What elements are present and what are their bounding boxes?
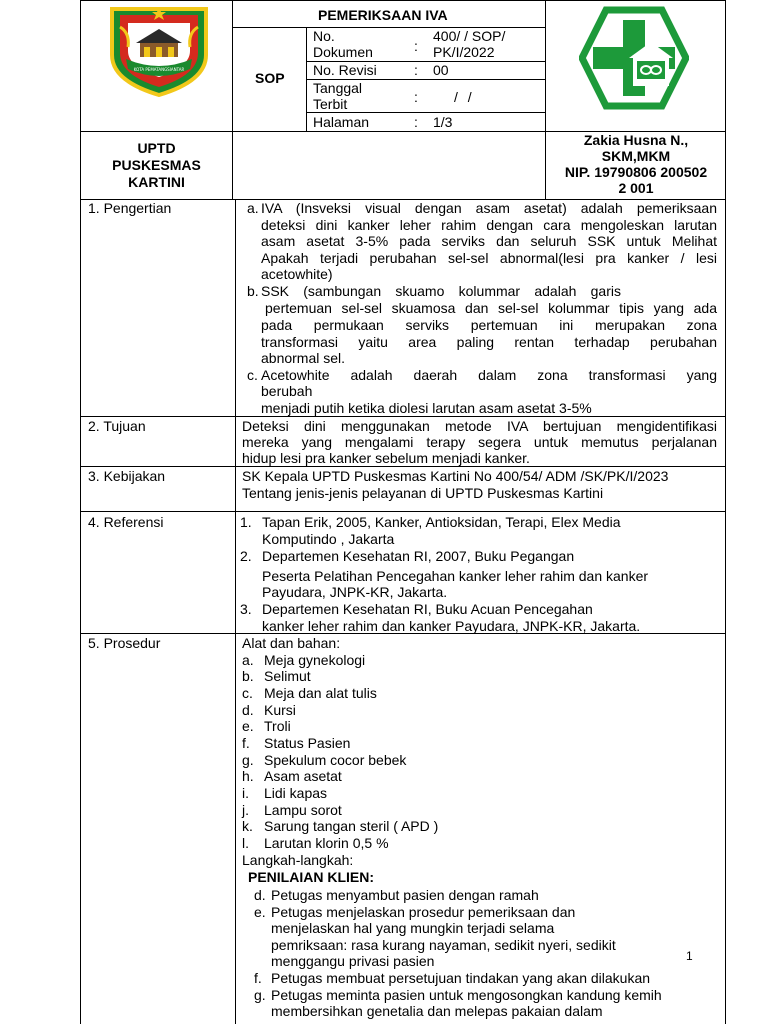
kebijakan-line: Tentang jenis-jenis pelayanan di UPTD Puskesmas Kartini	[242, 485, 604, 501]
alat-marker: e.	[242, 718, 254, 734]
alat-item: Lampu sorot	[264, 802, 342, 818]
referensi-num: 1.	[240, 514, 252, 530]
pengertian-b-line: pertemuan sel-sel skuamosa dan sel-sel kolummar tipis yang ada	[265, 300, 717, 316]
pengertian-a-line: IVA (Insveksi visual dengan asam asetat) adalah pemeriksaan	[261, 200, 717, 216]
alat-marker: c.	[242, 685, 253, 701]
step-line: membersihkan genetalia dan melepas pakaian dalam	[271, 1003, 603, 1019]
alat-marker: i.	[242, 785, 249, 801]
tujuan-line: hidup lesi pra kanker sebelum menjadi kanker.	[242, 450, 530, 466]
alat-item: Kursi	[264, 702, 296, 718]
step-marker: d.	[254, 887, 266, 903]
pengertian-a-line: deteksi dini kanker leher rahim dengan cara mengoleskan larutan	[261, 217, 717, 233]
penilaian-klien-title: PENILAIAN KLIEN:	[248, 869, 374, 885]
org-name: UPTD PUSKESMAS KARTINI	[112, 140, 201, 190]
section-label-prosedur: 5. Prosedur	[88, 635, 161, 651]
referensi-num: 3.	[240, 601, 252, 617]
halaman-label: Halaman	[313, 114, 370, 130]
pengertian-a-line: asam asetat 3-5% pada serviks dan seluruh SSK untuk Melihat	[261, 233, 717, 249]
step-marker: f.	[254, 970, 262, 986]
tanggal-terbit-label-2: Terbit	[313, 96, 348, 112]
no-dokumen-label: No.	[313, 28, 335, 44]
step-line: pemriksaan: rasa kurang nayaman, sedikit nyeri, sedikit	[271, 937, 616, 953]
pengertian-c-line: berubah	[261, 383, 313, 399]
step-line: menggangu privasi pasien	[271, 953, 435, 969]
alat-item: Lidi kapas	[264, 785, 328, 801]
no-dokumen-colon: :	[414, 38, 418, 54]
step-line: Petugas meminta pasien untuk mengosongkan kandung kemih	[271, 987, 662, 1003]
step-marker: g.	[254, 987, 266, 1003]
alat-marker: a.	[242, 652, 254, 668]
referensi-line: Tapan Erik, 2005, Kanker, Antioksidan, Terapi, Elex Media	[262, 514, 621, 530]
alat-item: Status Pasien	[264, 735, 351, 751]
signer-block: Zakia Husna N., SKM,MKM NIP. 19790806 200502 2 001	[564, 132, 708, 196]
header-divider-left	[232, 0, 233, 200]
city-emblem-logo	[106, 3, 212, 97]
no-dokumen-value: 400/ / SOP/	[433, 28, 506, 44]
no-revisi-label: No. Revisi	[313, 62, 377, 78]
alat-marker: k.	[242, 818, 253, 834]
alat-marker: j.	[242, 802, 249, 818]
pengertian-a-marker: a.	[247, 200, 259, 216]
tanggal-terbit-colon: :	[414, 89, 418, 105]
alat-item: Selimut	[264, 668, 311, 684]
alat-item: Meja gynekologi	[264, 652, 366, 668]
svg-text:KOTA PEMATANGSIANTAR: KOTA PEMATANGSIANTAR	[133, 67, 185, 72]
section-divider	[235, 199, 236, 1024]
pengertian-b-line: abnormal sel.	[261, 350, 346, 366]
no-revisi-colon: :	[414, 62, 418, 78]
pengertian-c-line: menjadi putih ketika diolesi larutan asam asetat 3-5%	[261, 400, 592, 416]
section-label-pengertian: 1. Pengertian	[88, 200, 172, 216]
referensi-num: 2.	[240, 548, 252, 564]
pengertian-b-line: pada permukaan serviks pertemuan ini merupakan zona	[261, 317, 717, 333]
referensi-line: Departemen Kesehatan RI, Buku Acuan Pencegahan	[262, 601, 593, 617]
pengertian-b-line: SSK (sambungan skuamo kolummar adalah garis	[261, 283, 621, 299]
step-line: Petugas menyambut pasien dengan ramah	[271, 887, 539, 903]
alat-item: Asam asetat	[264, 768, 342, 784]
no-revisi-value: 00	[433, 62, 449, 78]
referensi-line: kanker leher rahim dan kanker Payudara, JNPK-KR, Jakarta.	[262, 618, 641, 634]
tanggal-terbit-label: Tanggal	[313, 80, 363, 96]
alat-marker: l.	[242, 835, 249, 851]
alat-item: Troli	[264, 718, 291, 734]
alat-marker: g.	[242, 752, 254, 768]
tujuan-line: Deteksi dini menggunakan metode IVA bertujuan mengidentifikasi	[242, 418, 717, 434]
referensi-line: Payudara, JNPK-KR, Jakarta.	[262, 584, 448, 600]
halaman-value: 1/3	[433, 114, 453, 130]
pengertian-b-marker: b.	[247, 283, 259, 299]
alat-item: Meja dan alat tulis	[264, 685, 377, 701]
puskesmas-logo	[579, 6, 689, 110]
sep-tujuan	[80, 416, 726, 417]
sep-kebijakan	[80, 466, 726, 467]
kebijakan-line: SK Kepala UPTD Puskesmas Kartini No 400/54/ ADM /SK/PK/I/2023	[242, 468, 669, 484]
section-label-tujuan: 2. Tujuan	[88, 418, 146, 434]
section-label-kebijakan: 3. Kebijakan	[88, 468, 166, 484]
alat-item: Spekulum cocor bebek	[264, 752, 407, 768]
alat-dan-bahan-title: Alat dan bahan:	[242, 635, 341, 651]
pengertian-a-line: Apakah terjadi perubahan sel-sel abnormal(lesi pra kanker / lesi	[261, 250, 717, 266]
alat-marker: h.	[242, 768, 254, 784]
alat-marker: f.	[242, 735, 250, 751]
section-label-referensi: 4. Referensi	[88, 514, 164, 530]
tanggal-terbit-value: / /	[454, 89, 472, 105]
alat-marker: b.	[242, 668, 254, 684]
table-border-top	[80, 0, 726, 1]
sop-label: SOP	[255, 70, 285, 86]
referensi-line: Peserta Pelatihan Pencegahan kanker leher rahim dan kanker	[262, 568, 649, 584]
alat-item: Larutan klorin 0,5 %	[264, 835, 389, 851]
info-row-3	[306, 112, 545, 113]
alat-marker: d.	[242, 702, 254, 718]
langkah-title: Langkah-langkah:	[242, 852, 354, 868]
step-marker: e.	[254, 904, 266, 920]
sep-referensi	[80, 511, 726, 512]
referensi-line: Departemen Kesehatan RI, 2007, Buku Pegangan	[262, 548, 575, 564]
no-dokumen-value-2: PK/I/2022	[433, 44, 495, 60]
tujuan-line: mereka yang mengalami terapy segera untuk memutus perjalanan	[242, 434, 717, 450]
no-dokumen-label-2: Dokumen	[313, 44, 373, 60]
referensi-line: Komputindo , Jakarta	[262, 531, 395, 547]
pengertian-b-line: transformasi yaitu area paling rentan terhadap perubahan	[261, 334, 717, 350]
halaman-colon: :	[414, 114, 418, 130]
step-line: Petugas membuat persetujuan tindakan yang akan dilakukan	[271, 970, 651, 986]
document-title: PEMERIKSAAN IVA	[318, 7, 448, 23]
alat-item: Sarung tangan steril ( APD )	[264, 818, 439, 834]
page-number: 1	[686, 949, 693, 963]
pengertian-a-line: acetowhite)	[261, 266, 333, 282]
step-line: Petugas menjelaskan prosedur pemeriksaan dan	[271, 904, 576, 920]
step-line: menjelaskan hal yang mungkin terjadi selama	[271, 920, 555, 936]
pengertian-c-marker: c.	[247, 367, 258, 383]
pengertian-c-line: Acetowhite adalah daerah dalam zona transformasi yang	[261, 367, 717, 383]
